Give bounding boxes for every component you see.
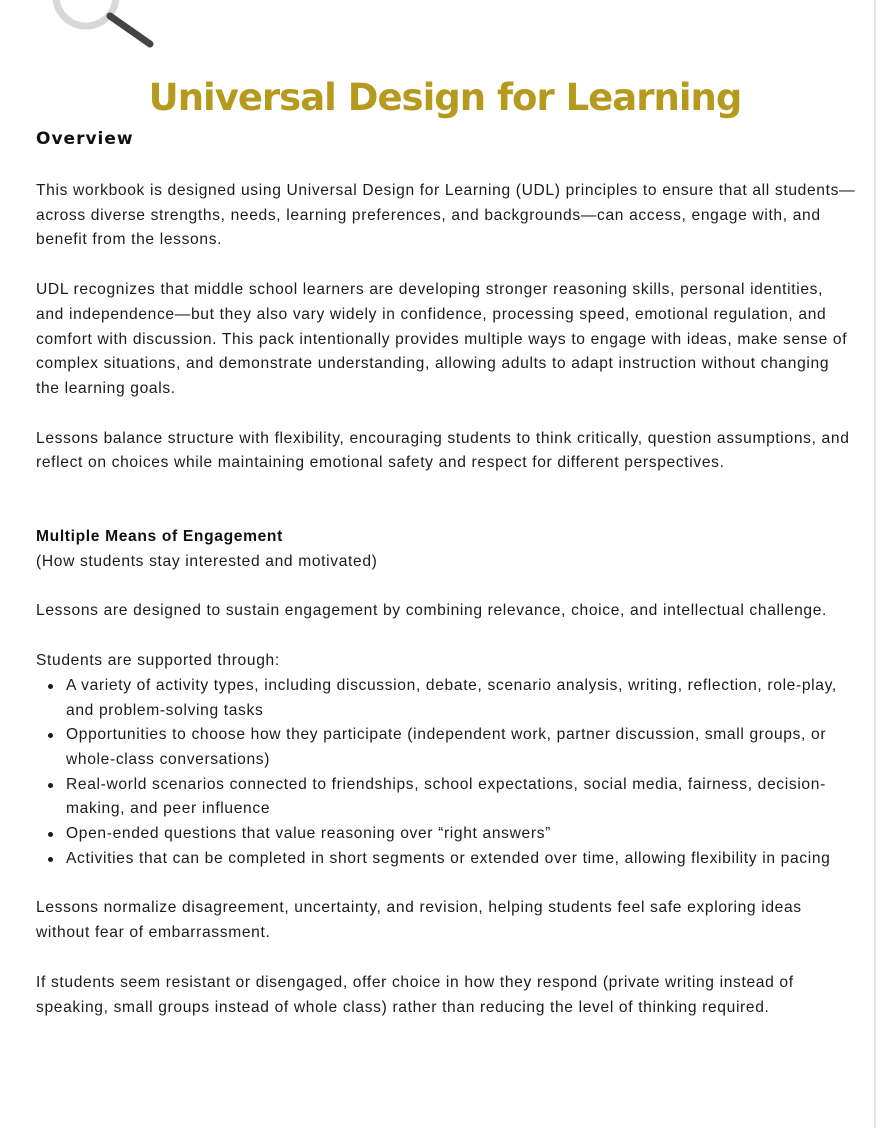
page-title: Universal Design for Learning: [148, 76, 742, 119]
overview-paragraph: Lessons balance structure with flexibility, encouraging students to think critically, question assumptions, and reflect on choices while maintaining emotional safety and respect for different perspectives.: [36, 429, 850, 472]
magnifying-glass-icon: [48, 0, 158, 50]
engagement-closing-paragraph: If students seem resistant or disengaged, offer choice in how they respond (private writing instead of speaking, small groups instead of whole class) rather than reducing the level of thinking required.: [36, 973, 794, 1016]
list-item-text: Real-world scenarios connected to friendships, school expectations, social media, fairness, decision-making, and peer influence: [66, 775, 826, 818]
list-item: [66, 822, 856, 847]
engagement-list-intro: Students are supported through:: [36, 652, 280, 670]
bullet-icon: [48, 684, 53, 689]
document-body: [36, 124, 856, 1020]
engagement-heading: Multiple Means of Engagement: [36, 528, 283, 546]
bullet-icon: [48, 857, 53, 862]
bullet-icon: [48, 733, 53, 738]
list-item-text: Open-ended questions that value reasoning over “right answers”: [66, 825, 551, 843]
list-item-text: Activities that can be completed in short segments or extended over time, allowing flexibility in pacing: [66, 849, 831, 867]
list-item: [66, 723, 856, 772]
overview-paragraph: This workbook is designed using Universal Design for Learning (UDL) principles to ensure that all students—across diverse strengths, needs, learning preferences, and backgrounds—can access, engage with, and benefit from the lessons.: [36, 182, 856, 249]
overview-paragraph: UDL recognizes that middle school learners are developing stronger reasoning skills, personal identities, and independence—but they also vary widely in confidence, processing speed, emotional regulation, and comfort with discussion. This pack intentionally provides multiple ways to engage with ideas, make sense of complex situations, and demonstrate understanding, allowing adults to adapt instruction without changing the learning goals.: [36, 281, 848, 397]
list-item-text: Opportunities to choose how they participate (independent work, partner discussion, small groups, or whole-class conversations): [66, 726, 827, 768]
list-item: [66, 773, 856, 822]
bullet-icon: [48, 832, 53, 837]
list-item: [66, 674, 856, 723]
engagement-subheading: (How students stay interested and motivated): [36, 552, 378, 570]
engagement-closing-paragraph: Lessons normalize disagreement, uncertainty, and revision, helping students feel safe exploring ideas without fear of embarrassment.: [36, 899, 802, 942]
list-item: [66, 847, 856, 872]
list-item-text: A variety of activity types, including discussion, debate, scenario analysis, writing, reflection, role-play, and problem-solving tasks: [66, 676, 837, 719]
support-list: [36, 674, 856, 872]
overview-heading: Overview: [36, 129, 134, 149]
engagement-intro: Lessons are designed to sustain engagement by combining relevance, choice, and intellectual challenge.: [36, 602, 828, 620]
bullet-icon: [48, 783, 53, 788]
